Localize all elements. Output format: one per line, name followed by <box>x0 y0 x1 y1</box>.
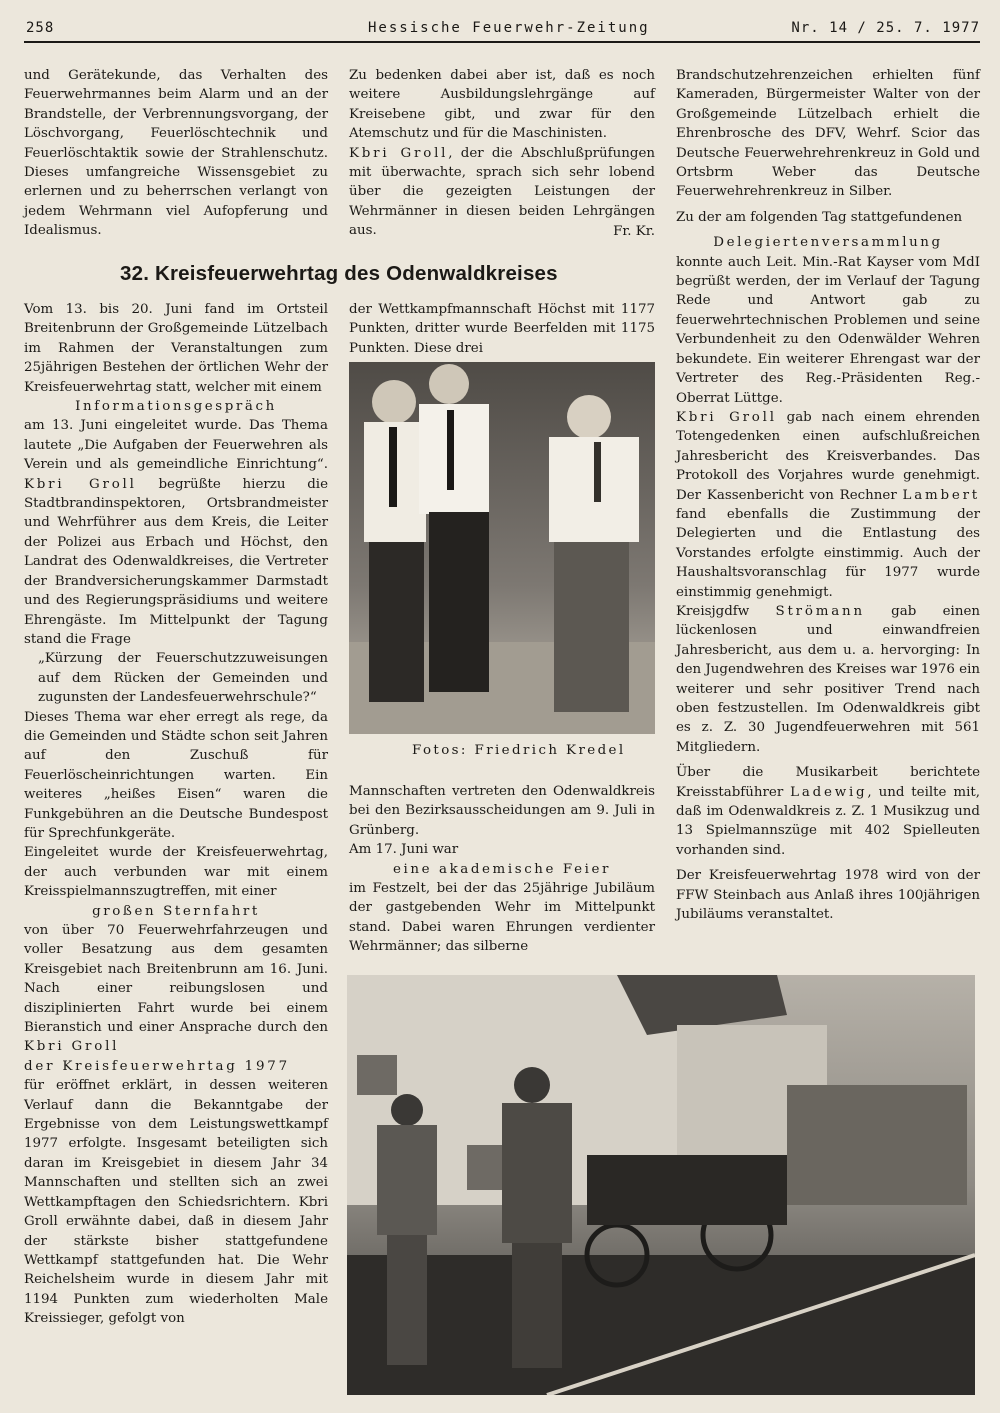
person-name: Kbri Groll <box>24 1039 120 1055</box>
column-1 <box>24 300 328 1329</box>
paragraph: Brandschutzehrenzeichen erhielten fünf Kameraden, Bürgermeister Walter von der Großgemeinde Lützelbach erhielt die Ehrenbrosche des DFV, Wehrf. Scior das Deutsche Feuerwehrehrenkreuz in Gold und Ortsbrm Weber das Deutsche Feuerwehrehrenkreuz in Silber. <box>676 68 980 200</box>
paragraph: von über 70 Feuerwehrfahrzeugen und voller Besatzung aus dem gesamten Kreisgebiet nach Breitenbrunn am 16. Juni. Nach einer reibungslosen und disziplinierten Fahrt wurde bei einem Bieranstich und einer Ansprache durch den Kbri Groll <box>24 923 328 1055</box>
photo-parade <box>347 975 975 1395</box>
paragraph: Zu bedenken dabei aber ist, daß es noch weitere Ausbildungslehrgänge auf Kreisebene gibt, und zwar für den Atemschutz und für die Maschinisten. <box>349 68 655 142</box>
paragraph: Der Kreisfeuerwehrtag 1978 wird von der FFW Steinbach aus Anlaß ihres 100jährigen Jubiläums veranstaltet. <box>676 868 980 923</box>
subheading: Informationsgespräch <box>75 399 277 415</box>
paragraph: konnte auch Leit. Min.-Rat Kayser vom MdI begrüßt werden, der im Verlauf der Tagung Rede und Antwort gab zu feuerwehrtechnischen Problemen und seine Verbundenheit zu den Odenwälder Wehren bekundete. Ein weiterer Ehrengast war der Vertreter des Reg.-Präsidenten Reg.-Oberrat Lüttge. <box>676 254 980 406</box>
subheading: Delegiertenversammlung <box>713 235 943 251</box>
page-number: 258 <box>26 20 55 36</box>
column-2-lower <box>349 782 655 957</box>
paragraph: Kbri Groll gab nach einem ehrenden Totengedenken einen aufschlußreichen Jahresbericht des Kreisverbandes. Das Protokoll des Vorjahres wurde genehmigt. Der Kassenbericht von Rechner Lambert fand ebenfalls die Zustimmung der Delegierten und die Entlastung des Vorstandes erfolgte einstimmig. Auch der Haushaltsvoranschlag für 1977 wurde einstimmig genehmigt. <box>676 409 980 600</box>
person-name: Kbri Groll <box>24 476 137 492</box>
newspaper-title: Hessische Feuerwehr-Zeitung <box>368 20 650 36</box>
photo-officials <box>349 362 655 734</box>
paragraph: Vom 13. bis 20. Juni fand im Ortsteil Breitenbrunn der Großgemeinde Lützelbach im Rahmen der Veranstaltungen zum 25jährigen Bestehen der örtlichen Wehr der Kreisfeuerwehrtag statt, welcher mit einem <box>24 302 328 395</box>
paragraph: Am 17. Juni war <box>349 842 459 858</box>
signature: Fr. Kr. <box>613 223 655 239</box>
header-rule <box>24 41 980 43</box>
subheading: eine akademische Feier <box>392 861 612 877</box>
person-name: Ladewig <box>790 784 868 800</box>
subheading: der Kreisfeuerwehrtag 1977 <box>24 1058 290 1074</box>
paragraph: Über die Musikarbeit berichtete Kreisstabführer Ladewig, und teilte mit, daß im Odenwaldkreis z. Z. 1 Musikzug und 13 Spielmannszüge mit 402 Spielleuten vorhanden sind. <box>676 765 980 858</box>
photo-caption: Fotos: Friedrich Kredel <box>412 743 626 758</box>
column-2 <box>349 300 655 358</box>
page-header <box>26 20 980 40</box>
column-top-middle <box>349 66 655 241</box>
paragraph: für eröffnet erklärt, in dessen weiteren Verlauf dann die Bekanntgabe der Ergebnisse von dem Leistungswettkampf 1977 erfolgte. Insgesamt beteiligten sich daran im Kreisgebiet in diesem Jahr 34 Mannschaften und stellten sich an zwei Wettkampftagen den Schiedsrichtern. Kbri Groll erwähnte dabei, daß in diesem Jahr der stärkste bisher stattgefundene Wettkampf stattgefunden hat. Die Wehr Reichelsheim wurde in diesem Jahr mit 1194 Punkten zum wiederholten Male Kreissieger, gefolgt von <box>24 1078 328 1327</box>
paragraph: Kbri Groll, der die Abschlußprüfungen mit überwachte, sprach sich sehr lobend über die gezeigten Leistungen der Wehrmänner in diesen beiden Lehrgängen aus. <box>349 145 655 239</box>
paragraph: Mannschaften vertreten den Odenwaldkreis bei den Bezirksausscheidungen am 9. Juli in Grünberg. <box>349 784 655 838</box>
subheading: großen Sternfahrt <box>92 903 260 919</box>
quote: „Kürzung der Feuerschutzzuweisungen auf dem Rücken der Gemeinden und zugunsten der Landesfeuerwehrschule?“ <box>38 651 328 706</box>
person-name: Lambert <box>902 487 980 503</box>
column-top-left <box>24 66 328 241</box>
paragraph: Zu der am folgenden Tag stattgefundenen <box>676 209 963 225</box>
person-name: Kbri Groll <box>676 409 777 425</box>
person-name: Strömann <box>775 603 865 619</box>
paragraph: der Wettkampfmannschaft Höchst mit 1177 Punkten, dritter wurde Beerfelden mit 1175 Punkten. Diese drei <box>349 302 655 356</box>
paragraph: im Festzelt, bei der das 25jährige Jubiläum der gastgebenden Wehr im Mittelpunkt stand. Dabei waren Ehrungen verdienter Wehrmänner; das silberne <box>349 881 655 955</box>
paragraph: Kreisjgdfw Strömann gab einen lückenlosen und einwandfreien Jahresbericht, aus dem u. a. hervorging: In den Jugendwehren des Kreises war 1976 ein weiterer und sehr positiver Trend nach oben festzustellen. Im Odenwaldkreis gibt es z. Z. 30 Jugendfeuerwehren mit 561 Mitgliedern. <box>676 603 980 755</box>
paragraph: Eingeleitet wurde der Kreisfeuerwehrtag, der auch verbunden war mit einem Kreisspielmannszugtreffen, mit einer <box>24 845 328 900</box>
paragraph: Dieses Thema war eher erregt als rege, da die Gemeinden und Städte schon seit Jahren auf den Zuschuß für Feuerlöscheinrichtungen warten. Ein weiteres „heißes Eisen“ waren die Funkgebühren an die Deutsche Bundespost für Sprechfunkgeräte. <box>24 709 328 841</box>
article-headline: 32. Kreisfeuerwehrtag des Odenwaldkreises <box>120 262 558 285</box>
person-name: Kbri Groll <box>349 145 449 161</box>
paragraph: am 13. Juni eingeleitet wurde. Das Thema lautete „Die Aufgaben der Feuerwehren als Verein und als gemeindliche Einrichtung“. Kbri Groll begrüßte hierzu die Stadtbrandinspektoren, Ortsbrandmeister und Wehrführer aus dem Kreis, die Leiter der Polizei aus Erbach und Höchst, den Landrat des Odenwaldkreises, die Vertreter der Brandversicherungskammer Darmstadt und des Regierungspräsidiums und weitere Ehrengäste. Im Mittelpunkt der Tagung stand die Frage <box>24 418 328 647</box>
issue-date: Nr. 14 / 25. 7. 1977 <box>791 20 980 36</box>
column-3 <box>676 66 980 924</box>
paragraph: und Gerätekunde, das Verhalten des Feuerwehrmannes beim Alarm und an der Brandstelle, der Verbrennungsvorgang, der Löschvorgang, Feuerlöschtechnik und Feuerlöschtaktik sowie der Strahlenschutz. Dieses umfangreiche Wissensgebiet zu erlernen und zu beherrschen verlangt von jedem Wehrmann viel Aufopferung und Idealismus. <box>24 68 328 239</box>
